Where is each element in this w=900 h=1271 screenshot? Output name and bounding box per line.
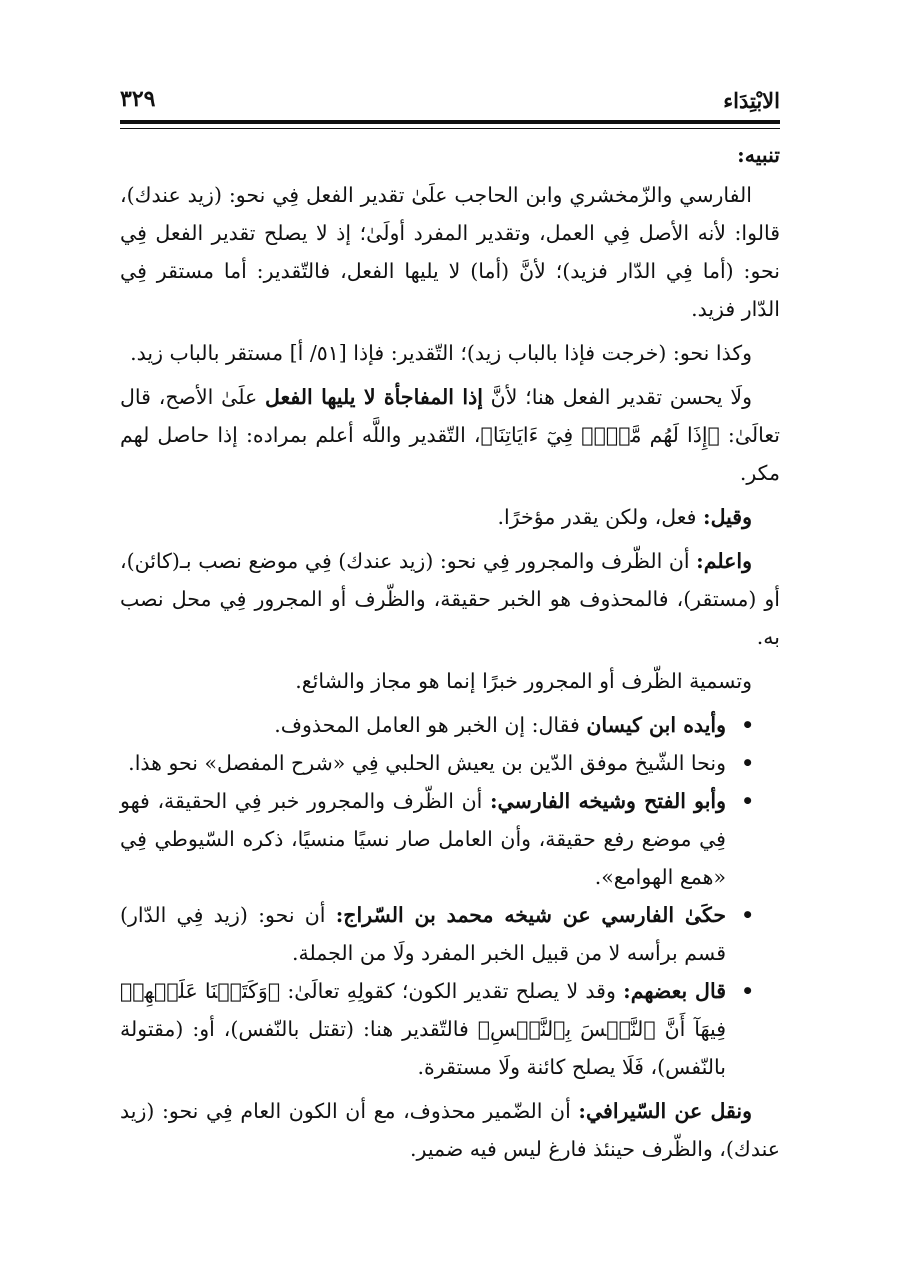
bullet-4-bold: حكَىٰ الفارسي عن شيخه محمد بن السّراج:: [335, 903, 726, 927]
paragraph-4-text: فعل، ولكن يقدر مؤخرًا.: [497, 505, 704, 529]
paragraph-3-text-a: ولَا يحسن تقدير الفعل هنا؛ لأنَّ: [482, 385, 752, 409]
page-number: ٣٢٩: [120, 86, 156, 112]
chapter-title: الابْتِدَاء: [723, 88, 780, 113]
body-text: [120, 136, 780, 1168]
paragraph-6: وتسمية الظّرف أو المجرور خبرًا إنما هو مجاز والشائع.: [295, 669, 752, 693]
list-item: [120, 744, 780, 782]
paragraph-7-bold: ونقل عن السّيرافي:: [578, 1099, 752, 1123]
paragraph-3-text-b: علَىٰ الأصح، قال تعالَىٰ: ﴿إِذَا لَهُم مَّكۡرٞ فِيٓ ءَايَاتِنَا﴾، التّقدير واللَّه أعلم بمراده: إذا حاصل لهم مكر.: [120, 385, 780, 485]
paragraph-5-text: أن الظّرف والمجرور فِي نحو: (زيد عندك) فِي موضع نصب بـ(كائن)، أو (مستقر)، فالمحذوف هو الخبر حقيقة، والظّرف أو المجرور فِي محل نصب به.: [120, 549, 780, 649]
list-item: [120, 972, 780, 1086]
bullet-4-text: أن نحو: (زيد فِي الدّار) قسم برأسه لا من قبيل الخبر المفرد ولَا من الجملة.: [120, 903, 726, 965]
bullet-1-text: فقال: إن الخبر هو العامل المحذوف.: [274, 713, 587, 737]
bullet-2-text: ونحا الشّيخ موفق الدّين بن يعيش الحلبي فِي «شرح المفصل» نحو هذا.: [128, 751, 726, 775]
paragraph-3-bold: إذا المفاجأة لا يليها الفعل: [264, 385, 483, 409]
paragraph-4-bold: وقيل:: [703, 505, 752, 529]
header-rule-thick: [120, 120, 780, 124]
paragraph-7-text: أن الضّمير محذوف، مع أن الكون العام فِي نحو: (زيد عندك)، والظّرف حينئذ فارغ ليس فيه ضمير.: [120, 1099, 780, 1161]
bullet-5-text: وقد لا يصلح تقدير الكون؛ كقولِهِ تعالَىٰ: ﴿وَكَتَبۡنَا عَلَيۡهِمۡ فِيهَآ أَنَّ ٱلنَّفۡسَ بِٱلنَّفۡسِ﴾ فالتّقدير هنا: (تقتل بالنّفس)، أو: (مقتولة بالنّفس)، فَلَا يصلح كائنة ولَا مستقرة.: [120, 979, 726, 1079]
paragraph-1: الفارسي والزّمخشري وابن الحاجب علَىٰ تقدير الفعل فِي نحو: (زيد عندك)، قالوا: لأنه الأصل فِي العمل، وتقدير المفرد أولَىٰ؛ إذ لا يصلح تقدير الفعل فِي نحو: (أما فِي الدّار فزيد)؛ لأنَّ (أما) لا يليها الفعل، فالتّقدير: أما مستقر فِي الدّار فزيد.: [120, 183, 780, 321]
paragraph-5: [120, 542, 780, 656]
list-item: [120, 782, 780, 896]
section-heading: تنبيه:: [737, 143, 780, 167]
paragraph-2: وكذا نحو: (خرجت فإذا بالباب زيد)؛ التّقدير: فإذا [٥١/ أ] مستقر بالباب زيد.: [130, 341, 752, 365]
list-item: [120, 896, 780, 972]
paragraph-3: [120, 378, 780, 492]
header-rule-thin: [120, 128, 780, 129]
bullet-1-bold: وأيده ابن كيسان: [586, 713, 726, 737]
bullet-list: [120, 706, 780, 1086]
page-header: [120, 84, 780, 118]
bullet-3-text: أن الظّرف والمجرور خبر فِي الحقيقة، فهو فِي موضع رفع حقيقة، وأن العامل صار نسيًا منسيًا، ذكره السّيوطي فِي «همع الهوامع».: [120, 789, 726, 889]
bullet-5-bold: قال بعضهم:: [623, 979, 726, 1003]
list-item: [120, 706, 780, 744]
bullet-3-bold: وأبو الفتح وشيخه الفارسي:: [489, 789, 727, 813]
paragraph-7: [120, 1092, 780, 1168]
paragraph-4: [120, 498, 780, 536]
paragraph-5-bold: واعلم:: [696, 549, 752, 573]
